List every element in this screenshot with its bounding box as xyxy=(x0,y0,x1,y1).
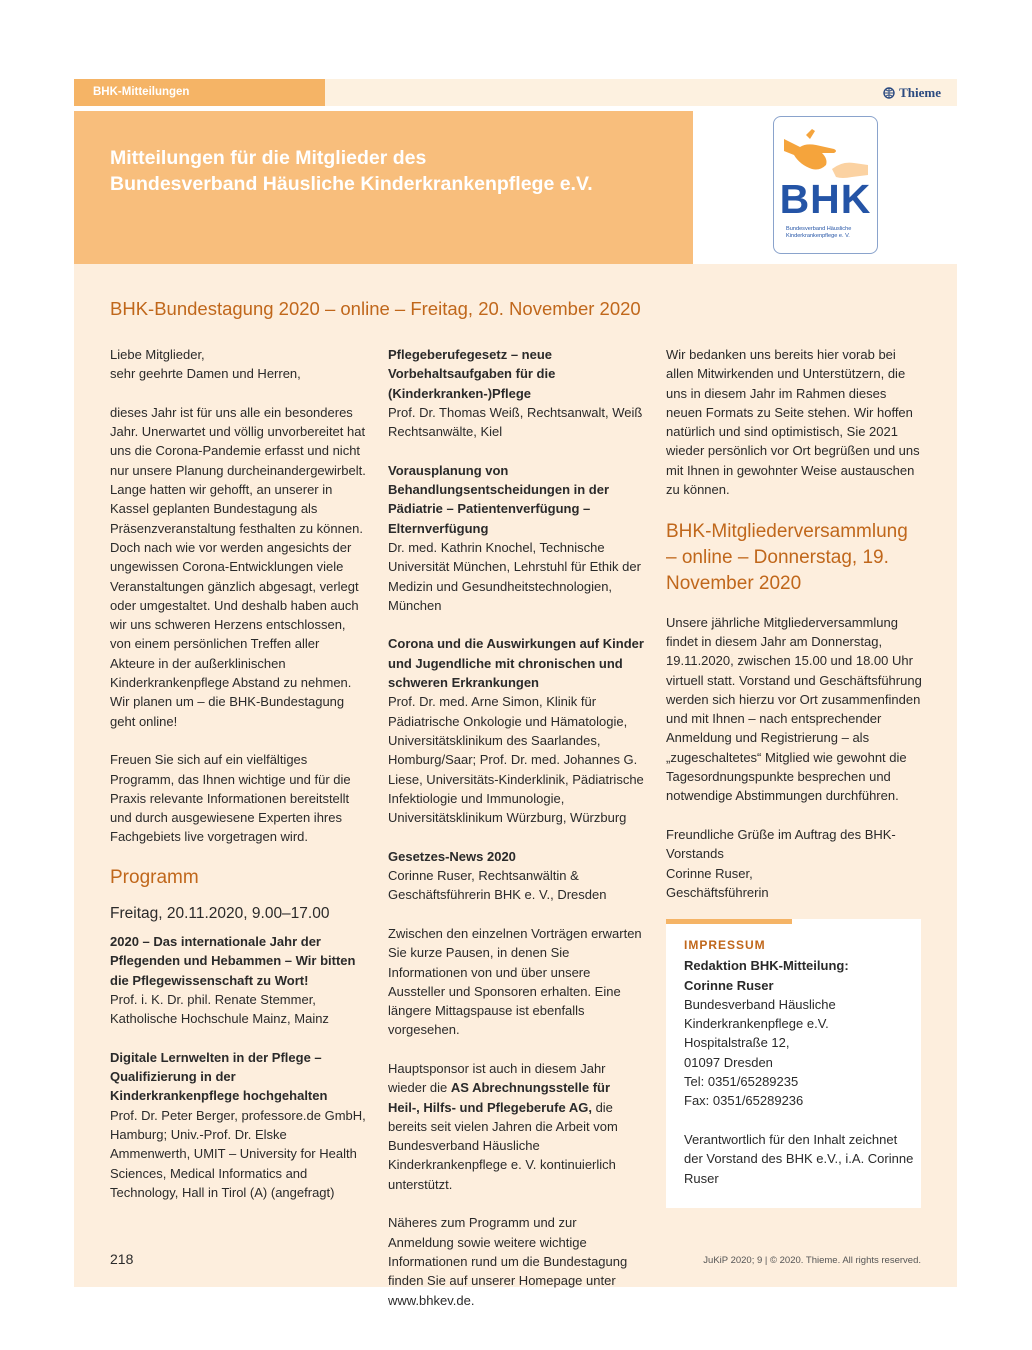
title-line-2: Bundesverband Häusliche Kinderkrankenpflege e.V. xyxy=(110,173,593,195)
talk-speaker: Corinne Ruser, Rechtsanwältin & Geschäftsführerin BHK e. V., Dresden xyxy=(388,868,607,903)
intro-text: dieses Jahr ist für uns alle ein besonderes Jahr. Unerwartet und völlig unvorbereitet hat uns die Corona-Pandemie erfasst und nicht nur unsere Planung durcheinandergewirbelt. Lange hatten wir gehofft, an unserer in Kassel geplanten Bundestagung als Präsenzveranstaltung festhalten zu können. Doch nach wie vor werden angesichts der ungewissen Corona-Entwicklungen viele Veranstaltungen gänzlich abgesagt, verlegt oder umgestaltet. Und deshalb haben auch wir uns schweren Herzens entschlossen, von einem persönlichen Treffen aller Akteure in der außerklinischen Kinderkrankenpflege Abstand zu nehmen. Wir planen um – die BHK-Bundestagung geht xyxy=(110,404,366,729)
talk-speaker: Prof. Dr. med. Arne Simon, Klinik für Pädiatrische Onkologie und Hämatologie, Universitätsklinikum des Saarlandes, Homburg/Saar; Prof. Dr. med. Johannes G. Liese, Universitäts-Kinderklinik, Pädiatrische Infektiologie und Immunologie, Universitätsklinikum Würzburg, Würzburg xyxy=(388,694,644,826)
pauses-paragraph: Zwischen den einzelnen Vorträgen erwarten Sie kurze Pausen, in denen Sie Informationen von und über unsere Aussteller und Sponsoren erhalten. Eine längere Mittagspause ist ebenfalls vorgesehen. xyxy=(388,925,642,1038)
closing-line-1: Freundliche Grüße im Auftrag des BHK-Vorstands xyxy=(666,826,896,862)
impressum-responsible: Verantwortlich für den Inhalt zeichnet der Vorstand des BHK e.V., i.A. Corinne Ruser xyxy=(684,1131,914,1186)
programm-heading: Programm xyxy=(110,867,199,889)
homepage-paragraph: Näheres zum Programm und zur Anmeldung sowie weitere wichtige Informationen rund um die Bundestagung finden Sie auf unserer Homepage unter www.bhkev.de. xyxy=(388,1215,628,1308)
publisher-logo xyxy=(883,79,941,106)
talk-title: Pflegeberufegesetz – neue Vorbehaltsaufgaben für die (Kinderkranken-)Pflege xyxy=(388,347,556,401)
page-number: 218 xyxy=(110,1251,134,1267)
talk-item xyxy=(110,1048,366,1202)
talk-title: Vorausplanung von Behandlungsentscheidungen in der Pädiatrie – Patientenverfügung – Elternverfügung xyxy=(388,462,610,536)
talk-item xyxy=(388,634,644,827)
impressum-tel: Tel: 0351/65289235 xyxy=(684,1074,799,1090)
greeting-line-2: sehr geehrte Damen und Herren, xyxy=(110,366,301,382)
intro-text-end: ! xyxy=(173,713,178,729)
impressum-fax: Fax: 0351/65289236 xyxy=(684,1093,804,1109)
talk-title: 2020 – Das internationale Jahr der Pflegenden und Hebammen – Wir bitten die Pflegewissenschaft zu Wort! xyxy=(110,934,356,988)
intro-paragraph xyxy=(110,403,366,731)
sponsor-name: AS Abrechnungsstelle für Heil-, Hilfs- und Pflegeberufe AG, xyxy=(388,1080,611,1115)
intro-online-text: online xyxy=(138,713,174,729)
hands-icon xyxy=(782,125,870,181)
talk-item xyxy=(110,932,366,1028)
talk-title: Gesetzes-News 2020 xyxy=(388,848,516,864)
footer-citation: JuKiP 2020; 9 | © 2020. Thieme. All rights reserved. xyxy=(703,1255,921,1266)
talk-speaker: Dr. med. Kathrin Knochel, Technische Universität München, Lehrstuhl für Ethik der Medizin und Gesundheitstechnologien, München xyxy=(388,539,641,613)
talk-title: Corona und die Auswirkungen auf Kinder und Jugendliche mit chronischen und schweren Erkrankungen xyxy=(388,636,644,691)
mitgliederversammlung-heading: BHK-Mitgliederversammlung – online – Donnerstag, 19. November 2020 xyxy=(666,520,908,594)
closing xyxy=(666,825,922,902)
logo-subtitle-line-1: Bundesverband Häusliche xyxy=(786,226,852,232)
page-title xyxy=(110,145,690,197)
title-line-1: Mitteilungen für die Mitglieder des xyxy=(110,147,427,169)
impressum-box xyxy=(666,919,921,1208)
talk-title: Digitale Lernwelten in der Pflege – Qualifizierung in der Kinderkrankenpflege hochgehalten xyxy=(110,1049,328,1104)
impressum-city: 01097 Dresden xyxy=(684,1054,773,1070)
sponsor-paragraph xyxy=(388,1059,644,1194)
impressum-content xyxy=(684,936,914,1188)
column-3 xyxy=(666,345,922,921)
section-tab: BHK-Mitteilungen xyxy=(74,79,325,106)
logo-subtitle-line-2: Kinderkrankenpflege e. V. xyxy=(786,233,850,239)
logo-subtitle xyxy=(786,226,872,240)
closing-line-2: Corinne Ruser, xyxy=(666,865,753,881)
closing-line-3: Geschäftsführerin xyxy=(666,884,769,900)
greeting xyxy=(110,345,366,384)
program-intro-paragraph: Freuen Sie sich auf ein vielfältiges Programm, das Ihnen wichtige und für die Praxis relevante Informationen bereitstellt und durch ausgewiesene Experten ihres Fachgebiets live vorgetragen wird. xyxy=(110,752,351,845)
globe-icon xyxy=(883,87,895,99)
main-heading: BHK-Bundestagung 2020 – online – Freitag, 20. November 2020 xyxy=(110,298,641,319)
talk-speaker: Prof. Dr. Peter Berger, professore.de GmbH, Hamburg; Univ.-Prof. Dr. Elske Ammenwerth, UMIT – University for Health Sciences, Medical Informatics and Technology, Hall in Tirol (A) (angefragt) xyxy=(110,1107,366,1200)
logo-text: BHK xyxy=(779,176,872,222)
sponsor-text-end: die bereits seit vielen Jahren die Arbeit vom Bundesverband Häusliche Kinderkrankenpflege e. V. kontinuierlich unterstützt. xyxy=(388,1099,618,1192)
talk-item xyxy=(388,345,644,441)
impressum-street: Hospitalstraße 12, xyxy=(684,1035,790,1051)
impressum-org: Bundesverband Häusliche Kinderkrankenpflege e.V. xyxy=(684,996,836,1032)
column-2 xyxy=(388,345,644,1329)
talk-speaker: Prof. Dr. Thomas Weiß, Rechtsanwalt, Weiß Rechtsanwälte, Kiel xyxy=(388,404,643,440)
date-heading: Freitag, 20.11.2020, 9.00–17.00 xyxy=(110,905,330,923)
talk-item xyxy=(388,461,644,615)
publisher-name: Thieme xyxy=(899,85,941,100)
redaktion-name: Corinne Ruser xyxy=(684,977,774,993)
impressum-title: IMPRESSUM xyxy=(684,938,766,952)
talk-item xyxy=(388,847,644,905)
sponsor-text: Hauptsponsor ist auch in diesem Jahr wieder die xyxy=(388,1060,606,1096)
thanks-paragraph: Wir bedanken uns bereits hier vorab bei allen Mitwirkenden und Unterstützern, die uns in diesem Jahr im Rahmen dieses neuen Formats zu Seite stehen. Wir hoffen natürlich und sind optimistisch, Sie 2021 wieder persönlich vor Ort begrüßen und uns mit Ihnen in gewohnter Weise austauschen zu können. xyxy=(666,347,920,498)
greeting-line-1: Liebe Mitglieder, xyxy=(110,347,205,362)
redaktion-label: Redaktion BHK-Mitteilung: xyxy=(684,958,849,974)
mitgliederversammlung-paragraph: Unsere jährliche Mitgliederversammlung findet in diesem Jahr am Donnerstag, 19.11.2020, zwischen 15.00 und 18.00 Uhr virtuell statt. Vorstand und Geschäftsführung werden sich hierzu vor Ort zusammenfinden und mit Ihnen – nach entsprechender Anmeldung und Registrierung – als „zugeschaltetes“ Mitglied wie gewohnt die Tagesordnungspunkte besprechen und notwendige Abstimmungen durchführen. xyxy=(666,614,922,804)
impressum-accent-bar xyxy=(666,919,792,924)
bhk-logo xyxy=(773,116,878,254)
column-1 xyxy=(110,345,366,1202)
talk-speaker: Prof. i. K. Dr. phil. Renate Stemmer, Katholische Hochschule Mainz, Mainz xyxy=(110,991,329,1027)
